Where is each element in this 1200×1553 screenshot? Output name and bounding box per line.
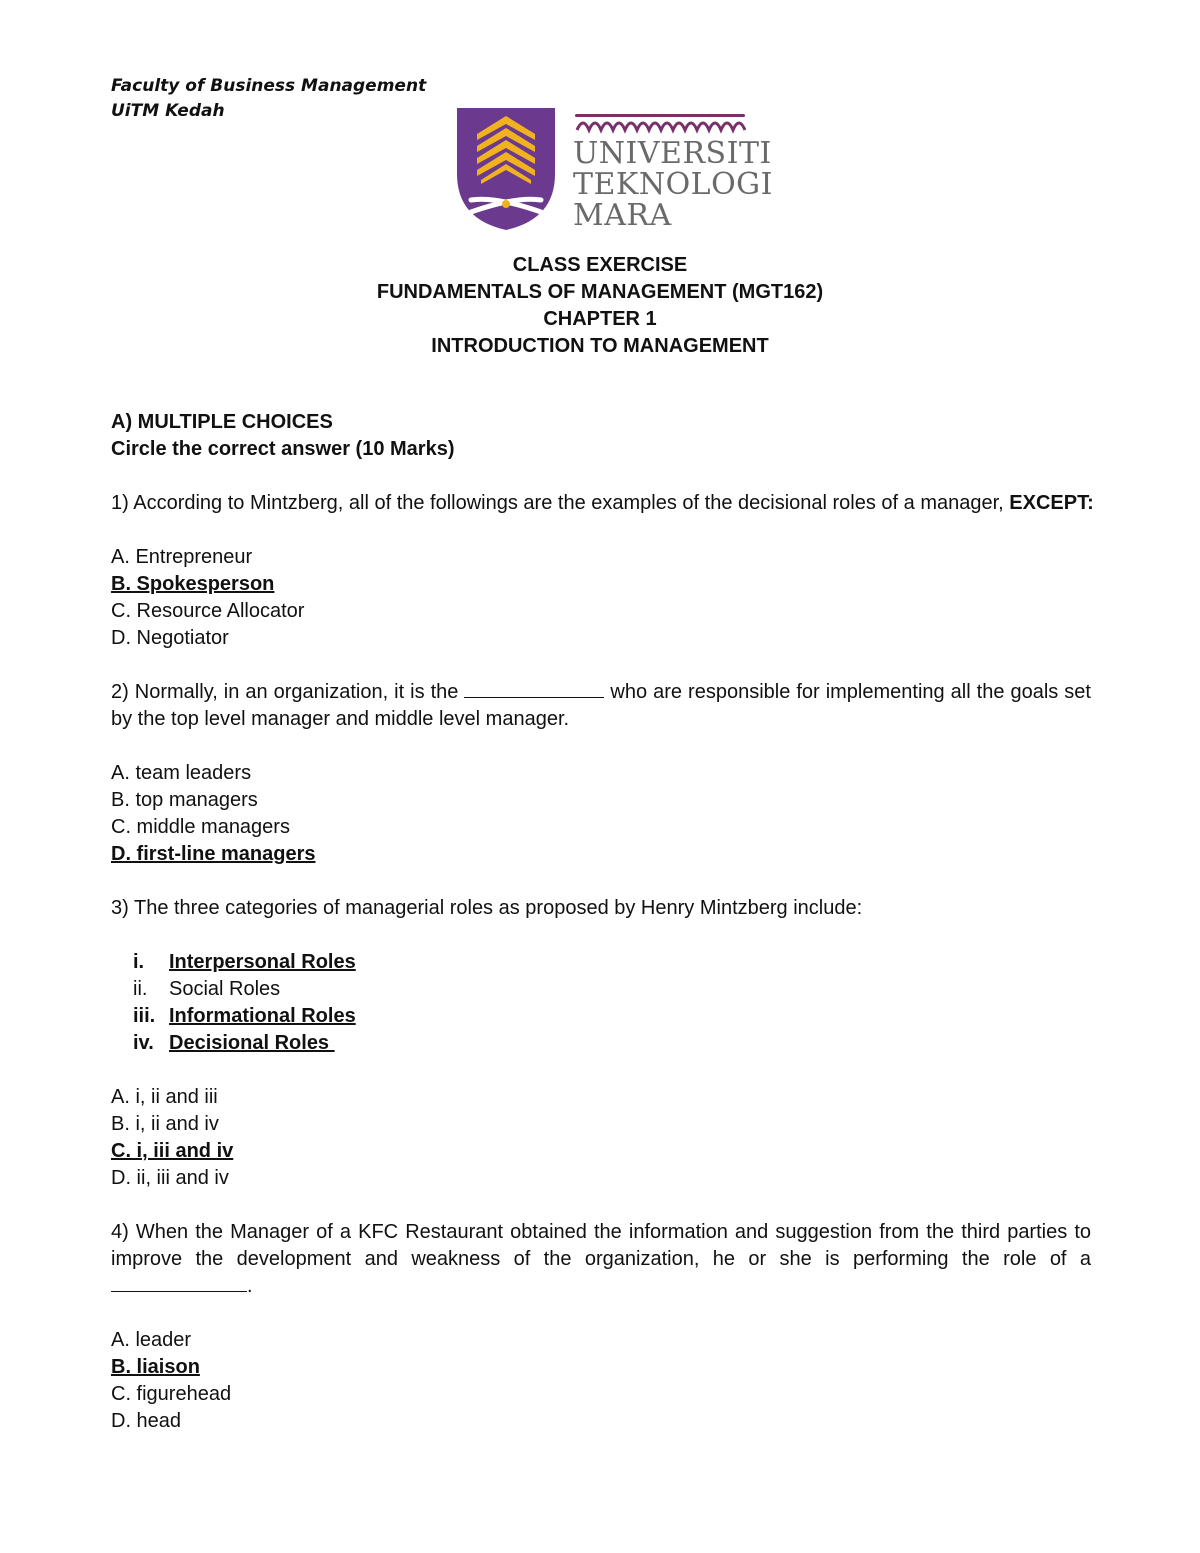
question-1-emphasis: EXCEPT: <box>1009 492 1094 514</box>
q1-option-c[interactable]: C. Resource Allocator <box>111 600 305 622</box>
q3-option-d[interactable]: D. ii, iii and iv <box>111 1167 229 1189</box>
q3-option-c[interactable]: C. i, iii and iv <box>111 1140 234 1162</box>
question-2 <box>111 679 1091 733</box>
exercise-header <box>0 252 1200 360</box>
header-chapter: CHAPTER 1 <box>543 308 657 330</box>
question-1 <box>111 490 1094 517</box>
q4-option-d[interactable]: D. head <box>111 1410 182 1432</box>
q1-option-b[interactable]: B. Spokesperson <box>111 573 275 595</box>
faculty-name: Faculty of Business Management <box>111 76 427 96</box>
q3-item-1 <box>111 949 1091 976</box>
q3-item-4-num: iv. <box>133 1032 154 1054</box>
campus-name: UiTM Kedah <box>111 101 225 121</box>
q3-item-2 <box>111 976 1091 1003</box>
university-name-line2: TEKNOLOGI <box>573 167 773 202</box>
faculty-header <box>111 74 426 124</box>
q2-option-b[interactable]: B. top managers <box>111 789 258 811</box>
q3-item-3-num: iii. <box>133 1005 156 1027</box>
question-4-end: . <box>247 1275 253 1297</box>
q3-item-2-num: ii. <box>133 978 148 1000</box>
q4-option-c[interactable]: C. figurehead <box>111 1383 232 1405</box>
question-3: 3) The three categories of managerial roles as proposed by Henry Mintzberg include: <box>111 897 863 919</box>
q3-option-b[interactable]: B. i, ii and iv <box>111 1113 219 1135</box>
question-2-text-before: 2) Normally, in an organization, it is the <box>111 681 465 703</box>
question-2-text-after: who are responsible for implementing all the goals set by the top level manager and middle level manager. <box>111 681 1091 730</box>
header-course: FUNDAMENTALS OF MANAGEMENT (MGT162) <box>376 281 824 303</box>
q3-item-1-label: Interpersonal Roles <box>169 951 356 973</box>
q3-option-a[interactable]: A. i, ii and iii <box>111 1086 218 1108</box>
question-4-text: 4) When the Manager of a KFC Restaurant obtained the information and suggestion from the third parties to improve the development and weakness of the organization, he or she is performing the role of a <box>111 1221 1091 1270</box>
university-name-line3: MARA <box>573 198 672 233</box>
q4-option-b[interactable]: B. liaison <box>111 1356 200 1378</box>
q3-item-3 <box>111 1003 1091 1030</box>
question-1-text: 1) According to Mintzberg, all of the followings are the examples of the decisional roles of a manager, <box>111 492 1010 514</box>
q2-option-c[interactable]: C. middle managers <box>111 816 290 838</box>
answer-blank <box>111 1273 247 1292</box>
q3-item-3-label: Informational Roles <box>169 1005 356 1027</box>
q2-option-d[interactable]: D. first-line managers <box>111 843 316 865</box>
q1-option-a[interactable]: A. Entrepreneur <box>111 546 253 568</box>
q3-item-4 <box>111 1030 1091 1057</box>
exercise-content <box>111 409 1094 1435</box>
q3-item-2-label: Social Roles <box>169 978 281 1000</box>
jawi-script <box>575 114 745 130</box>
q3-item-1-num: i. <box>133 951 145 973</box>
university-name-line1: UNIVERSITI <box>573 136 772 171</box>
section-title: A) MULTIPLE CHOICES <box>111 411 333 433</box>
q3-item-4-label: Decisional Roles <box>169 1032 335 1054</box>
header-title: CLASS EXERCISE <box>512 254 688 276</box>
section-instruction: Circle the correct answer (10 Marks) <box>111 438 455 460</box>
q2-option-a[interactable]: A. team leaders <box>111 762 252 784</box>
q1-option-d[interactable]: D. Negotiator <box>111 627 229 649</box>
question-4 <box>111 1219 1091 1300</box>
university-name <box>573 138 773 231</box>
answer-blank <box>464 679 604 698</box>
header-topic: INTRODUCTION TO MANAGEMENT <box>431 335 769 357</box>
q4-option-a[interactable]: A. leader <box>111 1329 192 1351</box>
